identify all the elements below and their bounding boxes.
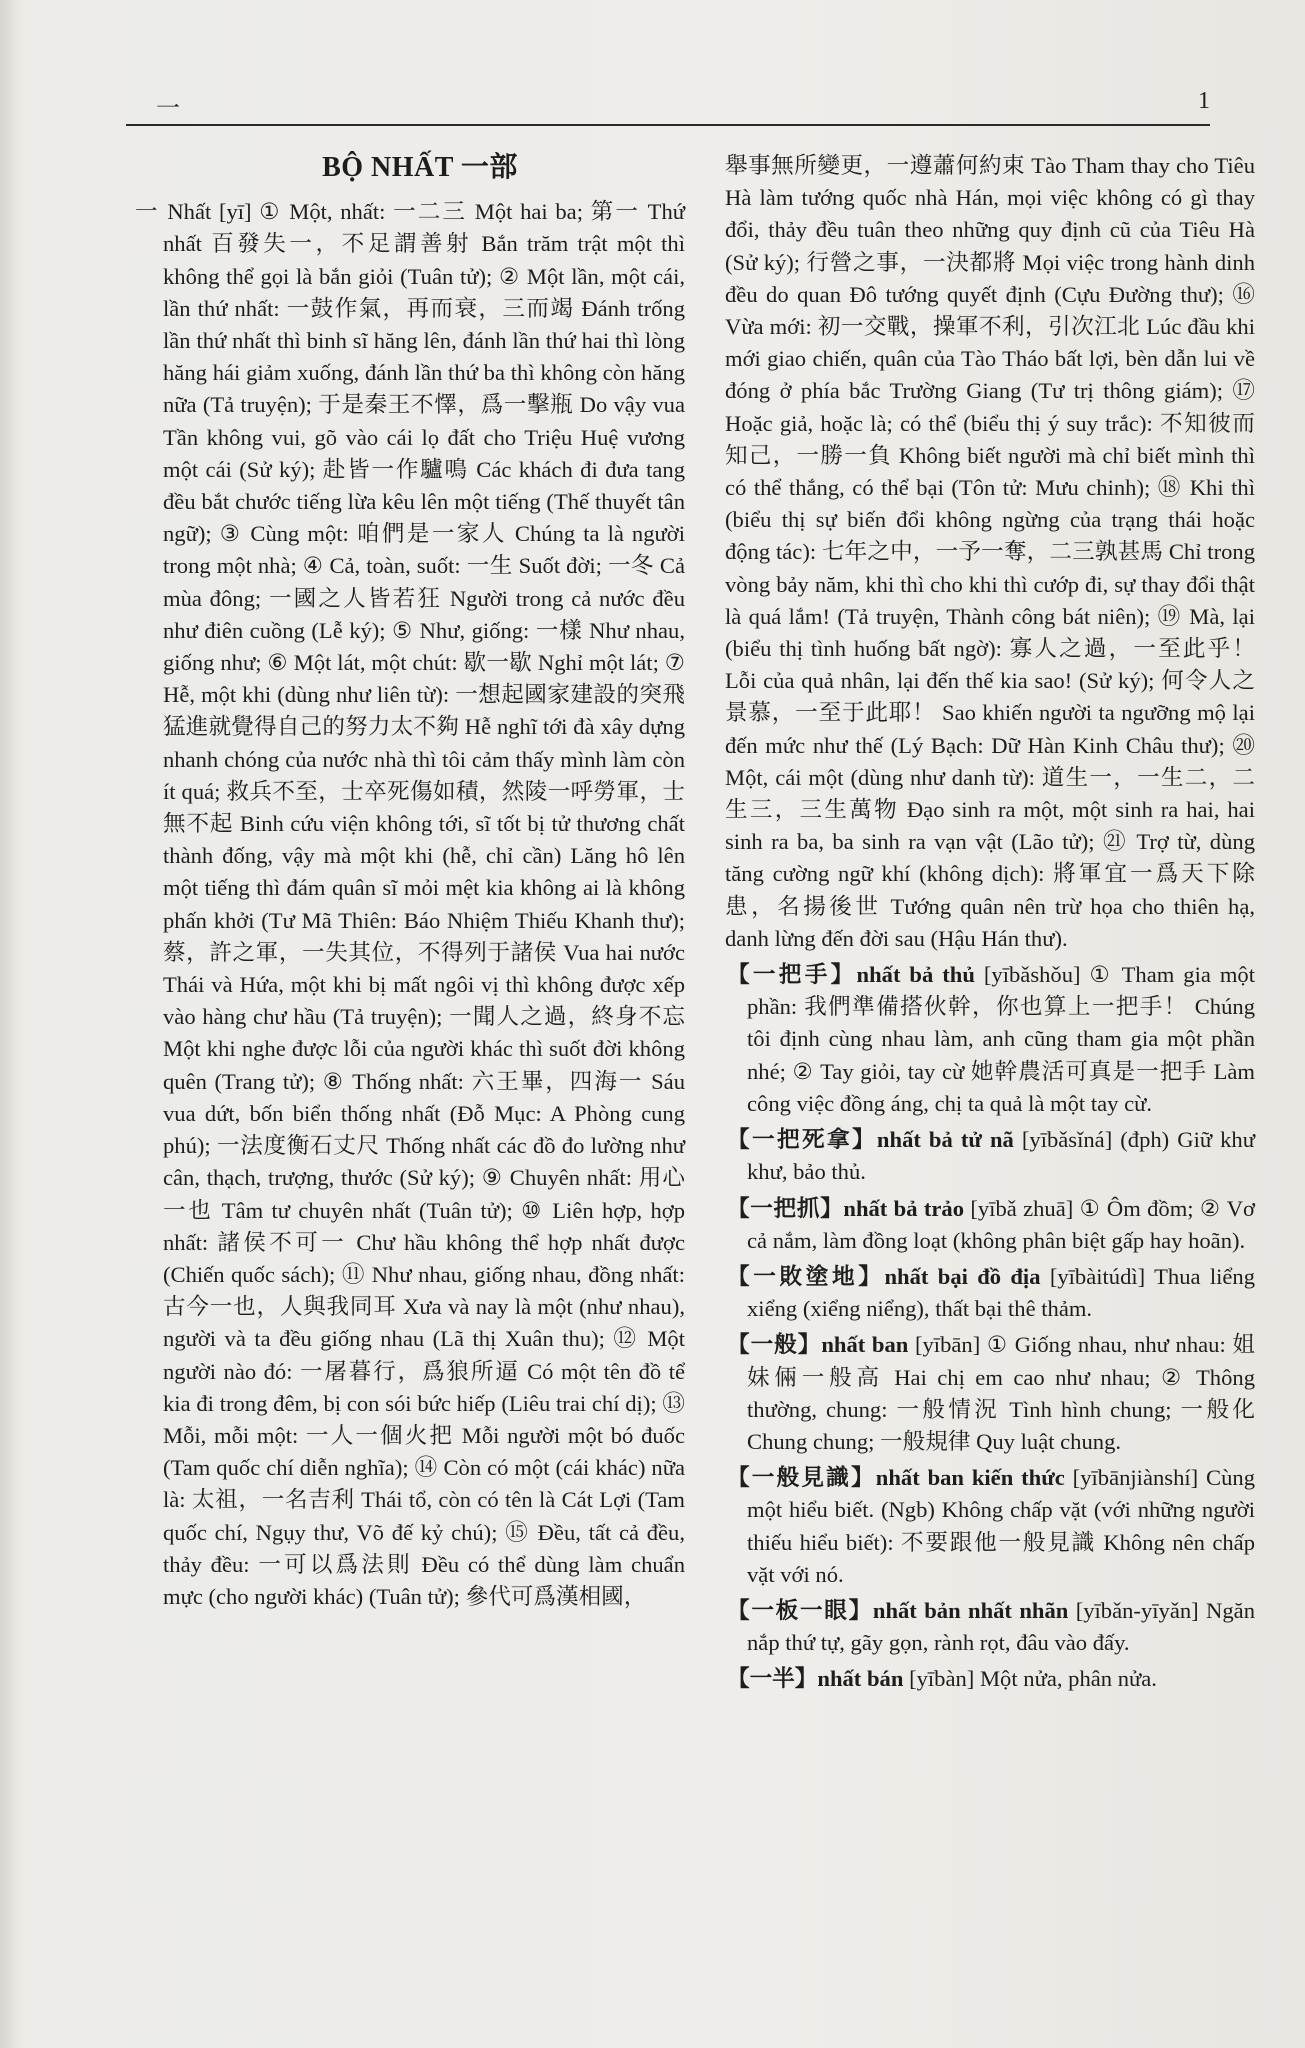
sub-entry-definition: Ngăn nắp thứ tự, gãy gọn, rành rọt, đâu vào đấy. — [747, 1597, 1255, 1656]
sub-entry — [725, 1462, 1255, 1591]
sub-entry — [725, 959, 1255, 1120]
sub-entry-definition: ① Ôm đồm; ② Vơ cả nắm, làm đồng loạt (không phân biệt gấp hay hoãn). — [747, 1195, 1256, 1253]
sub-entry-definition: Thua liểng xiểng (xiểng niểng), thất bại thê thảm. — [747, 1263, 1255, 1322]
sub-entry-headword: 【一板一眼】nhất bản nhất nhãn — [727, 1597, 1069, 1623]
sub-entry — [725, 1124, 1255, 1188]
sub-entry-headword: 【一把抓】nhất bả trảo — [727, 1195, 964, 1221]
sub-entry — [725, 1663, 1255, 1695]
sub-entry-headword: 【一把手】nhất bả thủ — [727, 962, 975, 988]
sub-entry — [725, 1329, 1255, 1458]
sub-entry-pinyin: [yībàn] — [909, 1666, 975, 1692]
sub-entry — [725, 1261, 1255, 1325]
sub-entry-definition: Cùng một hiểu biết. (Ngb) Không chấp vặt (với những người thiếu hiểu biết): 不要跟他一般見識 Không nên chấp vặt với nó. — [747, 1465, 1255, 1587]
sub-entry-pinyin: [yībǎshǒu] — [983, 962, 1081, 988]
left-column — [135, 150, 685, 1613]
sub-entry-definition: ① Tham gia một phần: 我們準備搭伙幹，你也算上一把手！ Chúng tôi định cùng nhau làm, anh cũng tham gia một phần nhé; ② Tay giỏi, tay cừ 她幹農活可真是一把手 Làm công việc đồng áng, chị ta quả là một tay cừ. — [747, 962, 1255, 1116]
sub-entry-pinyin: [yībàitúdì] — [1049, 1263, 1146, 1289]
sub-entry-definition: (đph) Giữ khư khư, bảo thủ. — [747, 1127, 1255, 1185]
sub-entry-headword: 【一把死拿】nhất bả tử nã — [727, 1127, 1014, 1153]
sub-entry-pinyin: [yībǎ zhuā] — [970, 1195, 1074, 1221]
sub-entry — [725, 1193, 1255, 1257]
header-radical-mark: 一 — [156, 94, 180, 122]
sub-entry-headword: 【一般見識】nhất ban kiến thức — [727, 1465, 1065, 1491]
sub-entry-headword: 【一般】nhất ban — [727, 1332, 909, 1358]
sub-entry-definition: ① Giống nhau, như nhau: 姐妹倆一般高 Hai chị em cao như nhau; ② Thông thường, chung: 一般情況 Tình hình chung; 一般化 Chung chung; 一般規律 Quy luật chung. — [747, 1332, 1255, 1454]
sub-entry-pinyin: [yībǎsǐná] — [1021, 1127, 1113, 1153]
page-header — [126, 88, 1210, 126]
sub-entry-definition: Một nửa, phân nửa. — [979, 1666, 1157, 1692]
sub-entry-headword: 【一敗塗地】nhất bại đồ địa — [727, 1263, 1041, 1289]
sub-entry-headword: 【一半】nhất bán — [727, 1666, 904, 1692]
section-title: BỘ NHẤT 一部 — [322, 152, 518, 183]
main-entry-continuation: 舉事無所變更，一遵蕭何約束 Tào Tham thay cho Tiêu Hà làm tướng quốc nhà Hán, mọi việc không có gì thay đổi, thảy đều tuân theo những quy định cũ của Tiêu Hà (Sử ký); 行營之事，一決都將 Mọi việc trong hành dinh đều do quan Đô tướng quyết định (Cựu Đường thư); ⑯ Vừa mới: 初一交戰，操軍不利，引次江北 Lúc đầu khi mới giao chiến, quân của Tào Tháo bất lợi, bèn dẫn lui về đóng ở phía bắc Trường Giang (Tư trị thông giám); ⑰ Hoặc giả, hoặc là; có thể (biểu thị ý suy trắc): 不知彼而知己，一勝一負 Không biết người mà chỉ biết mình thì có thể thắng, có thể bại (Tôn tử: Mưu chinh); ⑱ Khi thì (biểu thị sự biến đổi không ngừng của trạng thái hoặc động tác): 七年之中，一予一奪，二三孰甚馬 Chỉ trong vòng bảy năm, khi thì cho khi thì cướp đi, sự thay đổi thật là quá lắm! (Tả truyện, Thành công bát niên); ⑲ Mà, lại (biểu thị tình huống bất ngờ): 寡人之過，一至此乎！ Lỗi của quả nhân, lại đến thế kia sao! (Sử ký); 何令人之景慕，一至于此耶！ Sao khiến người ta ngưỡng mộ lại đến mức như thế (Lý Bạch: Dữ Hàn Kinh Châu thư); ⑳ Một, cái một (dùng như danh từ): 道生一，一生二，二生三，三生萬物 Đạo sinh ra một, một sinh ra hai, hai sinh ra ba, ba sinh ra vạn vật (Lão tử); ㉑ Trợ từ, dùng tăng cường ngữ khí (không dịch): 將軍宜一爲天下除患，名揚後世 Tướng quân nên trừ họa cho thiên hạ, danh lừng đến đời sau (Hậu Hán thư). — [725, 153, 1255, 951]
sub-entry-pinyin: [yībān] — [914, 1332, 981, 1358]
sub-entry-pinyin: [yībānjiànshí] — [1072, 1465, 1199, 1491]
sub-entry — [725, 1595, 1255, 1659]
sub-entry-pinyin: [yībǎn-yīyǎn] — [1075, 1597, 1199, 1623]
main-entry-nhat: 一 Nhất [yī] ① Một, nhất: 一二三 Một hai ba; 第一 Thứ nhất 百發失一，不足謂善射 Bắn trăm trật một thì không thể gọi là bắn giỏi (Tuân tử); ② Một lần, một cái, lần thứ nhất: 一鼓作氣，再而衰，三而竭 Đánh trống lần thứ nhất thì binh sĩ hăng lên, đánh lần thứ hai thì lòng hăng hái giảm xuống, đánh lần thứ ba thì không còn hăng nữa (Tả truyện); 于是秦王不懌，爲一擊瓶 Do vậy vua Tần không vui, gõ vào cái lọ đất cho Triệu Huệ vương một cái (Sử ký); 赴皆一作驢鳴 Các khách đi đưa tang đều bắt chước tiếng lừa kêu lên một tiếng (Thế thuyết tân ngữ); ③ Cùng một: 咱們是一家人 Chúng ta là người trong một nhà; ④ Cả, toàn, suốt: 一生 Suốt đời; 一冬 Cả mùa đông; 一國之人皆若狂 Người trong cả nước đều như điên cuồng (Lễ ký); ⑤ Như, giống: 一樣 Như nhau, giống như; ⑥ Một lát, một chút: 歇一歇 Nghỉ một lát; ⑦ Hễ, một khi (dùng như liên từ): 一想起國家建設的突飛猛進就覺得自己的努力太不夠 Hễ nghĩ tới đà xây dựng nhanh chóng của nước nhà thì tôi cảm thấy mình làm còn ít quá; 救兵不至，士卒死傷如積，然陵一呼勞軍，士無不起 Binh cứu viện không tới, sĩ tốt bị tử thương chất thành đống, vậy mà một khi (hễ, chỉ cần) Lăng hô lên một tiếng thì đám quân sĩ mỏi mệt kia không ai là không phấn khởi (Tư Mã Thiên: Báo Nhiệm Thiếu Khanh thư); 蔡，許之軍，一失其位，不得列于諸侯 Vua hai nước Thái và Hứa, một khi bị mất ngôi vị thì không được xếp vào hàng chư hầu (Tả truyện); 一聞人之過，終身不忘 Một khi nghe được lỗi của người khác thì suốt đời không quên (Trang tử); ⑧ Thống nhất: 六王畢，四海一 Sáu vua dứt, bốn biển thống nhất (Đỗ Mục: A Phòng cung phú); 一法度衡石丈尺 Thống nhất các đồ đo lường như cân, thạch, trượng, thước (Sử ký); ⑨ Chuyên nhất: 用心一也 Tâm tư chuyên nhất (Tuân tử); ⑩ Liên hợp, hợp nhất: 諸侯不可一 Chư hầu không thể hợp nhất được (Chiến quốc sách); ⑪ Như nhau, giống nhau, đồng nhất: 古今一也，人與我同耳 Xưa và nay là một (như nhau), người và ta đều giống nhau (Lã thị Xuân thu); ⑫ Một người nào đó: 一屠暮行，爲狼所逼 Có một tên đồ tể kia đi trong đêm, bị con sói bức hiếp (Liêu trai chí dị); ⑬ Mỗi, mỗi một: 一人一個火把 Mỗi người một bó đuốc (Tam quốc chí diễn nghĩa); ⑭ Còn có một (cái khác) nữa là: 太祖，一名吉利 Thái tổ, còn có tên là Cát Lợi (Tam quốc chí, Ngụy thư, Võ đế kỷ chú); ⑮ Đều, tất cả đều, thảy đều: 一可以爲法則 Đều có thể dùng làm chuẩn mực (cho người khác) (Tuân tử); 參代可爲漢相國， — [135, 199, 685, 1609]
right-column — [725, 150, 1255, 1696]
page-number: 1 — [1198, 88, 1210, 114]
